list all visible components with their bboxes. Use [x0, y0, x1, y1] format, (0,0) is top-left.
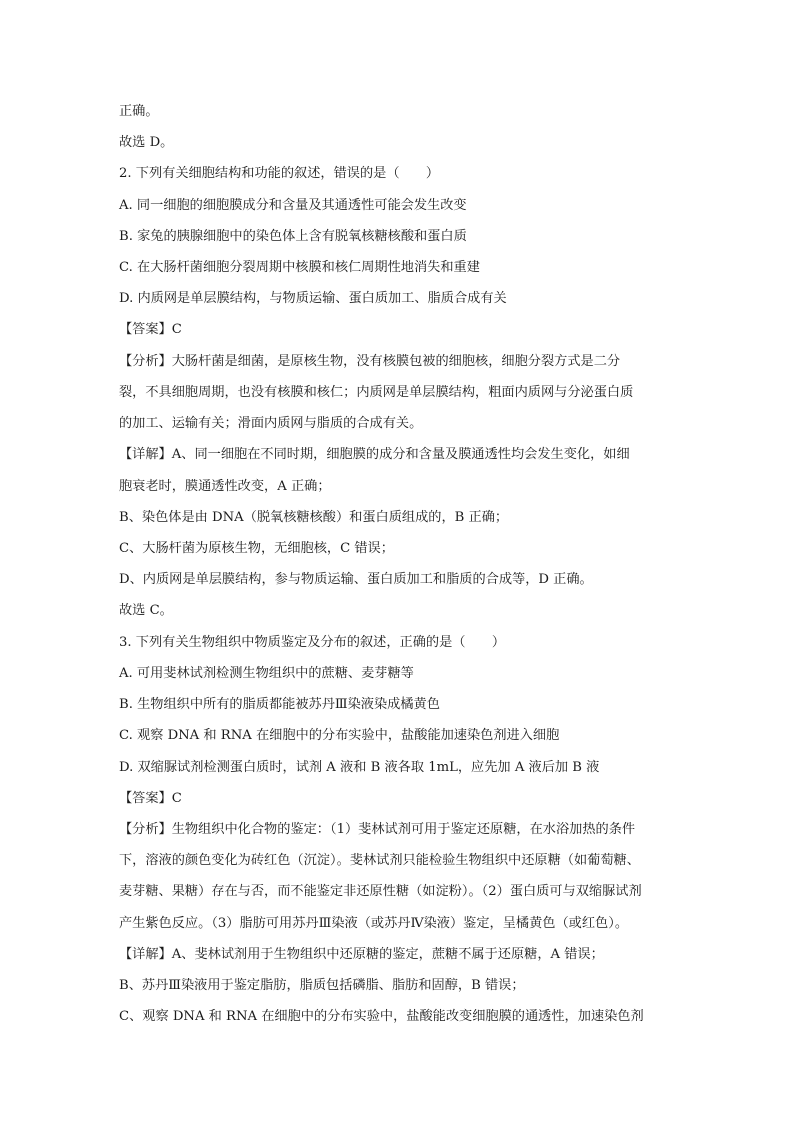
question-2-analysis-line-1: 【分析】大肠杆菌是细菌，是原核生物，没有核膜包被的细胞核，细胞分裂方式是二分: [119, 354, 621, 369]
question-2-stem: 2. 下列有关细胞结构和功能的叙述，错误的是（ ）: [119, 166, 440, 181]
question-3-option-c: C. 观察 DNA 和 RNA 在细胞中的分布实验中，盐酸能加速染色剂进入细胞: [119, 728, 560, 743]
question-2-detail-line-2: 胞衰老时，膜通透性改变，A 正确；: [119, 479, 331, 494]
question-3-option-b: B. 生物组织中所有的脂质都能被苏丹Ⅲ染液染成橘黄色: [119, 697, 440, 712]
question-3-analysis-line-4: 产生紫色反应。（3）脂肪可用苏丹Ⅲ染液（或苏丹Ⅳ染液）鉴定，呈橘黄色（或红色）。: [119, 916, 629, 931]
question-2-option-d: D. 内质网是单层膜结构，与物质运输、蛋白质加工、脂质合成有关: [119, 291, 507, 306]
question-2-detail-line-5: D、内质网是单层膜结构，参与物质运输、蛋白质加工和脂质的合成等，D 正确。: [119, 572, 593, 587]
question-3-option-a: A. 可用斐林试剂检测生物组织中的蔗糖、麦芽糖等: [119, 666, 414, 681]
question-2-option-b: B. 家兔的胰腺细胞中的染色体上含有脱氧核糖核酸和蛋白质: [119, 229, 467, 244]
question-3-option-d: D. 双缩脲试剂检测蛋白质时，试剂 A 液和 B 液各取 1mL，应先加 A 液后加 B 液: [119, 760, 600, 775]
question-3-analysis-line-3: 麦芽糖、果糖）存在与否，而不能鉴定非还原性糖（如淀粉）。（2）蛋白质可与双缩脲试剂: [119, 884, 642, 899]
question-3-analysis-line-1: 【分析】生物组织中化合物的鉴定：（1）斐林试剂可用于鉴定还原糖，在水浴加热的条件: [119, 822, 636, 837]
question-3-answer: 【答案】C: [119, 791, 182, 806]
question-2-option-a: A. 同一细胞的细胞膜成分和含量及其通透性可能会发生改变: [119, 198, 467, 213]
question-2-detail-line-3: B、染色体是由 DNA（脱氧核糖核酸）和蛋白质组成的，B 正确；: [119, 510, 509, 525]
question-2-detail-line-4: C、大肠杆菌为原核生物，无细胞核，C 错误；: [119, 541, 394, 556]
text-line-2: 故选 D。: [119, 135, 174, 150]
question-2-conclusion: 故选 C。: [119, 603, 173, 618]
question-2-answer: 【答案】C: [119, 322, 182, 337]
question-3-stem: 3. 下列有关生物组织中物质鉴定及分布的叙述，正确的是（ ）: [119, 635, 506, 650]
question-3-detail-line-2: B、苏丹Ⅲ染液用于鉴定脂肪，脂质包括磷脂、脂肪和固醇，B 错误；: [119, 978, 525, 993]
question-2-option-c: C. 在大肠杆菌细胞分裂周期中核膜和核仁周期性地消失和重建: [119, 260, 480, 275]
question-2-analysis-line-2: 裂，不具细胞周期，也没有核膜和核仁；内质网是单层膜结构，粗面内质网与分泌蛋白质: [119, 385, 634, 400]
question-3-analysis-line-2: 下，溶液的颜色变化为砖红色（沉淀）。斐林试剂只能检验生物组织中还原糖（如葡萄糖、: [119, 853, 640, 868]
question-2-analysis-line-3: 的加工、运输有关；滑面内质网与脂质的合成有关。: [119, 416, 423, 431]
text-line-1: 正确。: [119, 104, 159, 119]
question-3-detail-line-1: 【详解】A、斐林试剂用于生物组织中还原糖的鉴定，蔗糖不属于还原糖，A 错误；: [119, 947, 604, 962]
question-3-detail-line-3: C、观察 DNA 和 RNA 在细胞中的分布实验中，盐酸能改变细胞膜的通透性，加速染色剂: [119, 1009, 644, 1024]
question-2-detail-line-1: 【详解】A、同一细胞在不同时期，细胞膜的成分和含量及膜通透性均会发生变化，如细: [119, 447, 630, 462]
